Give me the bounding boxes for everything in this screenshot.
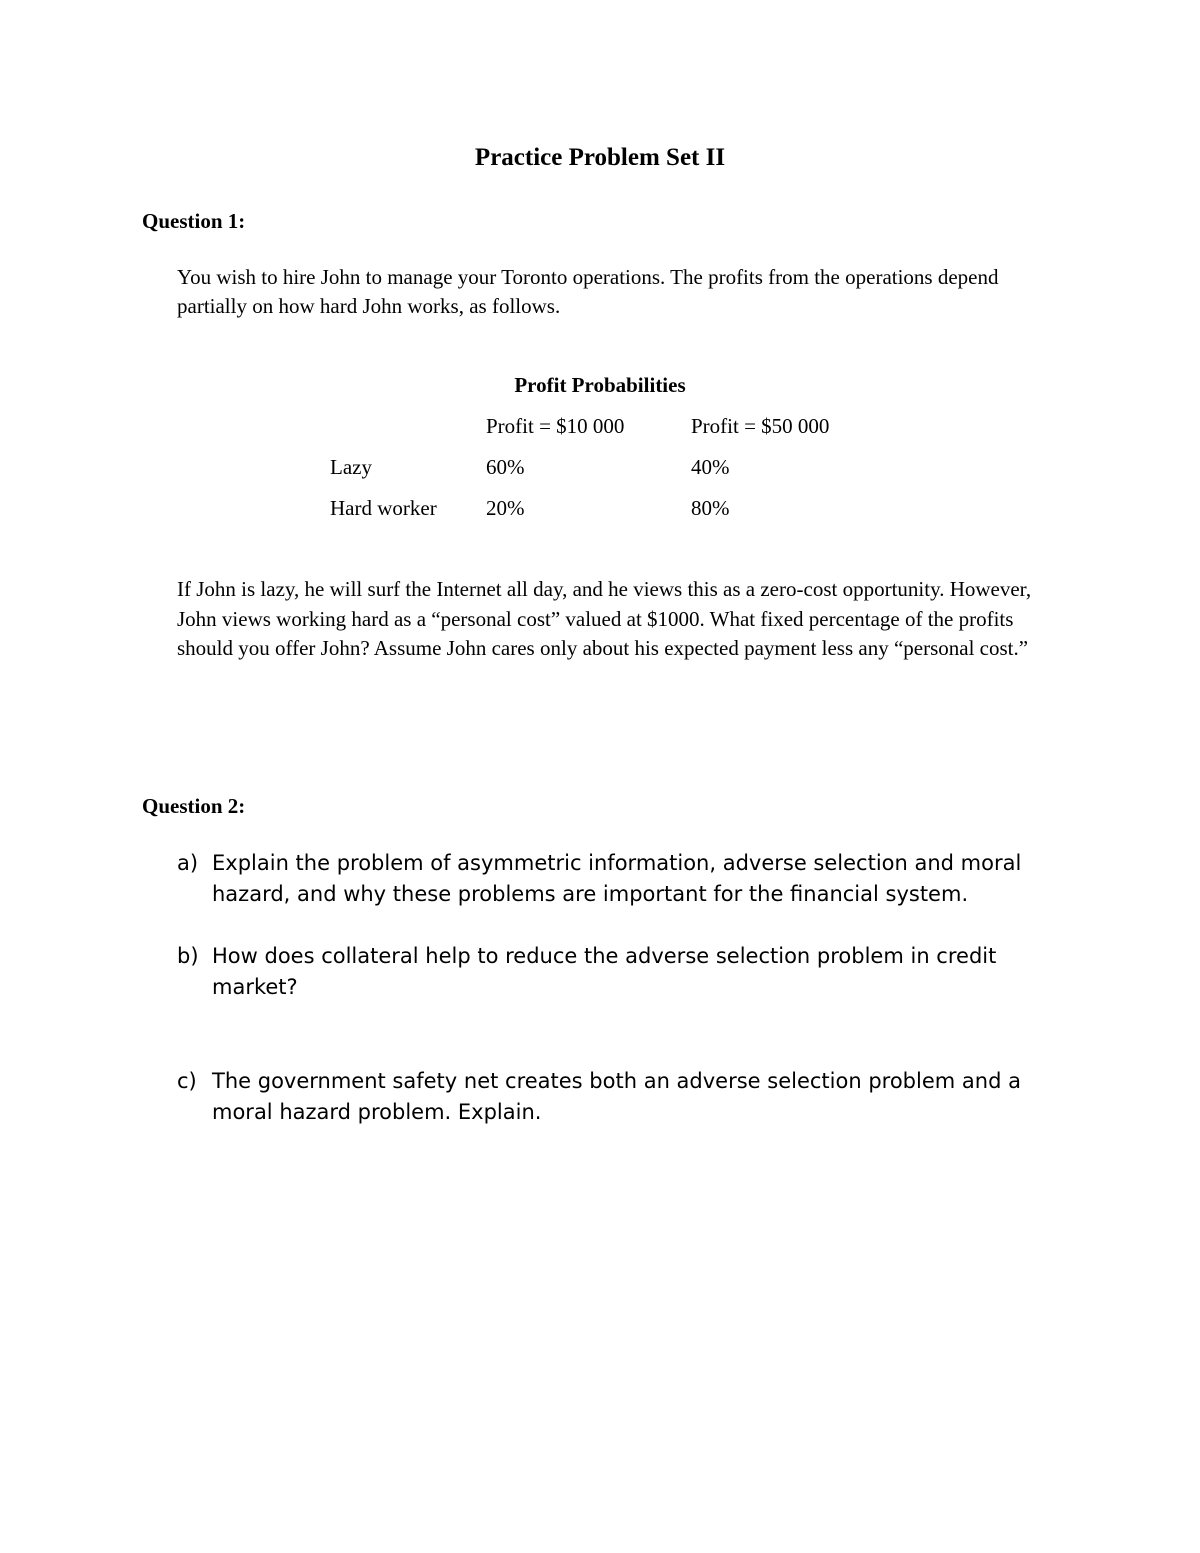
table-header-cell: Profit = $50 000 bbox=[691, 414, 830, 438]
question-1-body: If John is lazy, he will surf the Internet all day, and he views this as a zero-cost opportunity. However, John views working hard as a “personal cost” valued at $1000. What fixed percentage of the profits should you offer John? Assume John cares only about his expected payment less any “personal cost.” bbox=[177, 577, 1032, 660]
page-title: Practice Problem Set II bbox=[474, 144, 726, 171]
table-cell: 60% bbox=[486, 455, 525, 479]
question-2-heading: Question 2: bbox=[142, 794, 246, 818]
list-marker: c) bbox=[177, 1069, 197, 1093]
table-row-label: Lazy bbox=[330, 455, 372, 479]
question-2-item-b bbox=[177, 941, 1037, 1003]
list-item-text: Explain the problem of asymmetric information, adverse selection and moral hazard, and why these problems are important for the financial system. bbox=[212, 851, 1022, 906]
question-1-heading: Question 1: bbox=[142, 209, 246, 233]
table-cell: 80% bbox=[691, 496, 730, 520]
table-header-cell: Profit = $10 000 bbox=[486, 414, 625, 438]
list-item-text: How does collateral help to reduce the adverse selection problem in credit market? bbox=[212, 944, 997, 999]
question-2-item-c bbox=[177, 1066, 1037, 1128]
profit-table-title: Profit Probabilities bbox=[514, 373, 686, 397]
list-marker: a) bbox=[177, 851, 199, 875]
question-1-intro: You wish to hire John to manage your Toronto operations. The profits from the operations depend partially on how hard John works, as follows. bbox=[177, 265, 999, 318]
table-cell: 40% bbox=[691, 455, 730, 479]
table-row-label: Hard worker bbox=[330, 496, 437, 520]
question-2-item-a bbox=[177, 848, 1037, 910]
list-item-text: The government safety net creates both an adverse selection problem and a moral hazard problem. Explain. bbox=[212, 1069, 1021, 1124]
table-cell: 20% bbox=[486, 496, 525, 520]
list-marker: b) bbox=[177, 944, 199, 968]
